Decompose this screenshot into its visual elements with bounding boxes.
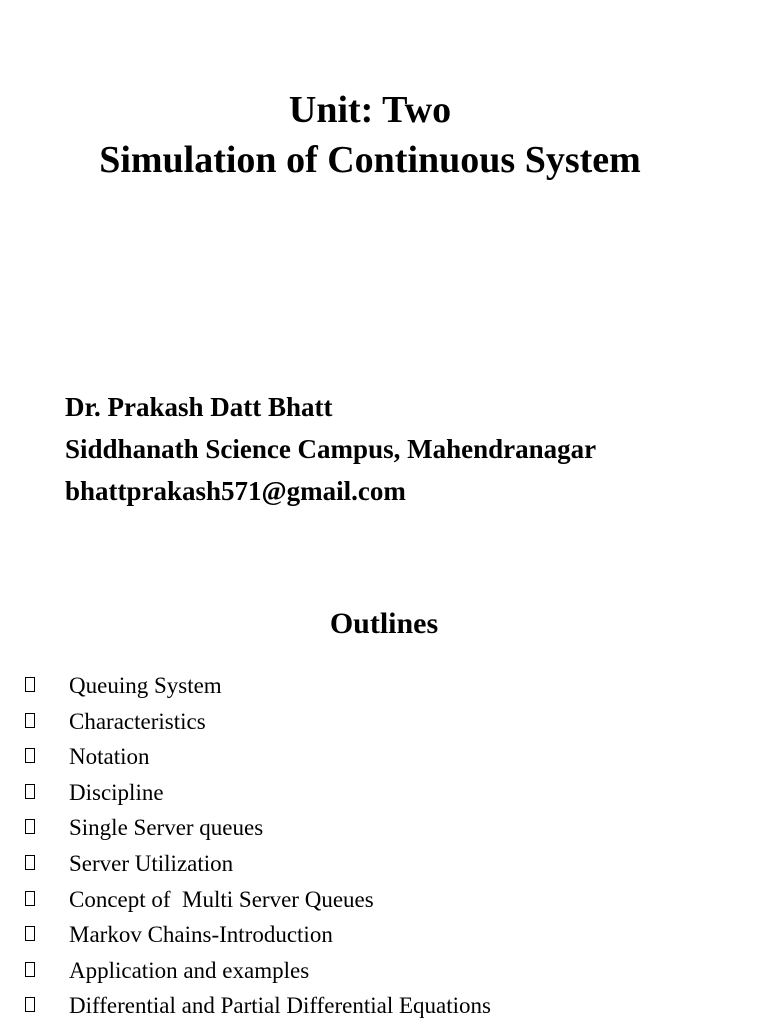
outline-item-label: Notation bbox=[69, 744, 150, 770]
outline-item-label: Server Utilization bbox=[69, 850, 234, 876]
document-title: Simulation of Continuous System bbox=[99, 139, 641, 181]
outline-item-label: Differential and Partial Differential Equations bbox=[69, 993, 491, 1019]
missing-glyph-box-icon bbox=[25, 713, 35, 728]
list-item bbox=[0, 810, 768, 846]
missing-glyph-box-icon bbox=[25, 891, 35, 906]
missing-glyph-box-icon bbox=[25, 677, 35, 692]
list-item bbox=[0, 846, 768, 882]
missing-glyph-box-icon bbox=[25, 962, 35, 977]
outline-item-label: Discipline bbox=[69, 779, 164, 805]
outline-item-label: Queuing System bbox=[69, 673, 222, 698]
list-item bbox=[0, 668, 768, 704]
missing-glyph-box-icon bbox=[25, 997, 35, 1012]
outline-item-label: Concept of Multi Server Queues bbox=[69, 886, 374, 912]
missing-glyph-box-icon bbox=[25, 784, 35, 799]
missing-glyph-box-icon bbox=[25, 926, 35, 941]
missing-glyph-box-icon bbox=[25, 855, 35, 870]
outline-item-label: Characteristics bbox=[69, 708, 206, 734]
author-block bbox=[65, 386, 596, 512]
list-item bbox=[0, 953, 768, 989]
author-name: Dr. Prakash Datt Bhatt bbox=[65, 392, 333, 422]
outline-item-label: Application and examples bbox=[69, 957, 310, 983]
author-affiliation: Siddhanath Science Campus, Mahendranagar bbox=[65, 434, 597, 464]
list-item bbox=[0, 704, 768, 740]
outline-item-label: Single Server queues bbox=[69, 815, 264, 841]
list-item bbox=[0, 739, 768, 775]
outline-list bbox=[0, 668, 768, 1024]
list-item bbox=[0, 882, 768, 918]
outlines-heading: Outlines bbox=[329, 607, 439, 640]
missing-glyph-box-icon bbox=[25, 819, 35, 834]
list-item bbox=[0, 988, 768, 1024]
list-item bbox=[0, 917, 768, 953]
author-email: bhattprakash571@gmail.com bbox=[65, 476, 406, 506]
missing-glyph-box-icon bbox=[25, 748, 35, 763]
list-item bbox=[0, 775, 768, 811]
unit-title: Unit: Two bbox=[288, 89, 452, 131]
title-block bbox=[0, 85, 740, 185]
outline-item-label: Markov Chains-Introduction bbox=[69, 922, 333, 948]
